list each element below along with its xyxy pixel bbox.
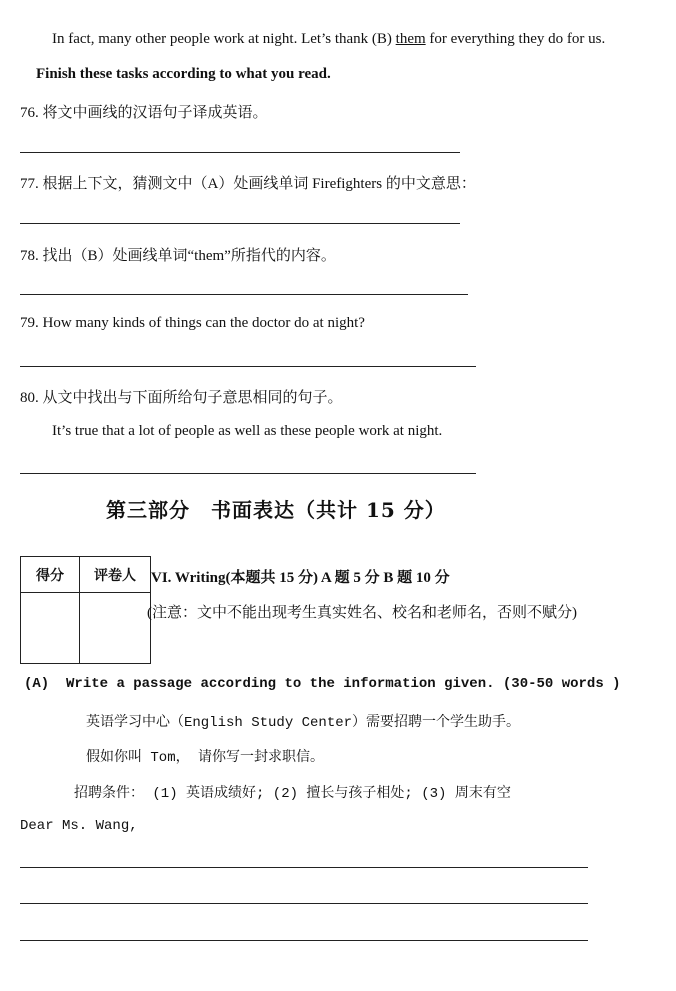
part-a-line2: 假如你叫 Tom， 请你写一封求职信。 bbox=[86, 750, 325, 766]
question-number: 78. bbox=[20, 248, 39, 264]
section-title: 第三部分 书面表达（共计 15 分） bbox=[106, 498, 446, 522]
writing-heading: VI. Writing(本题共 15 分) A 题 5 分 B 题 10 分 bbox=[151, 570, 450, 586]
question-text: 根据上下文，猜测文中（A）处画线单词 Firefighters 的中文意思： bbox=[42, 176, 476, 192]
question-76 bbox=[20, 101, 268, 122]
letter-greeting: Dear Ms. Wang, bbox=[20, 818, 138, 834]
answer-line-76[interactable] bbox=[20, 152, 460, 153]
part-a-line1: 英语学习中心（English Study Center）需要招聘一个学生助手。 bbox=[86, 715, 521, 731]
question-78 bbox=[20, 244, 336, 265]
answer-line-80[interactable] bbox=[20, 473, 476, 474]
grader-cell[interactable] bbox=[80, 593, 151, 664]
question-text: 从文中找出与下面所给句子意思相同的句子。 bbox=[42, 390, 343, 406]
question-79 bbox=[20, 315, 365, 332]
answer-line-78[interactable] bbox=[20, 294, 468, 295]
question-number: 80. bbox=[20, 390, 39, 406]
part-a-instruction-line bbox=[24, 676, 621, 692]
score-header: 得分 bbox=[21, 557, 80, 593]
tasks-instruction: Finish these tasks according to what you read. bbox=[36, 66, 331, 82]
writing-line-1[interactable] bbox=[20, 867, 588, 868]
question-77 bbox=[20, 172, 476, 193]
part-a-instruction: Write a passage according to the information given. (30-50 words ) bbox=[66, 676, 621, 692]
writing-note: (注意：文中不能出现考生真实姓名、校名和老师名，否则不赋分) bbox=[147, 605, 577, 621]
passage-text-after: for everything they do for us. bbox=[425, 31, 606, 47]
grader-header: 评卷人 bbox=[80, 557, 151, 593]
question-text: How many kinds of things can the doctor do at night? bbox=[42, 315, 365, 331]
part-a-label: (A) bbox=[24, 676, 50, 692]
question-number: 79. bbox=[20, 315, 39, 331]
part-a-requirements: 招聘条件： (1) 英语成绩好; (2) 擅长与孩子相处; (3) 周末有空 bbox=[74, 786, 511, 802]
question-text: 找出（B）处画线单词“them”所指代的内容。 bbox=[42, 248, 336, 264]
score-table bbox=[20, 556, 151, 664]
answer-line-77[interactable] bbox=[20, 223, 460, 224]
score-cell[interactable] bbox=[21, 593, 80, 664]
question-text: 将文中画线的汉语句子译成英语。 bbox=[42, 105, 268, 121]
question-number: 76. bbox=[20, 105, 39, 121]
question-80 bbox=[20, 386, 343, 407]
passage-text-before: In fact, many other people work at night. Let’s thank (B) bbox=[52, 31, 396, 47]
underlined-them: them bbox=[395, 31, 426, 47]
answer-line-79[interactable] bbox=[20, 366, 476, 367]
passage-last-line bbox=[52, 31, 605, 48]
writing-line-2[interactable] bbox=[20, 903, 588, 904]
q80-sentence: It’s true that a lot of people as well as these people work at night. bbox=[52, 423, 443, 439]
writing-line-3[interactable] bbox=[20, 940, 588, 941]
question-number: 77. bbox=[20, 176, 39, 192]
